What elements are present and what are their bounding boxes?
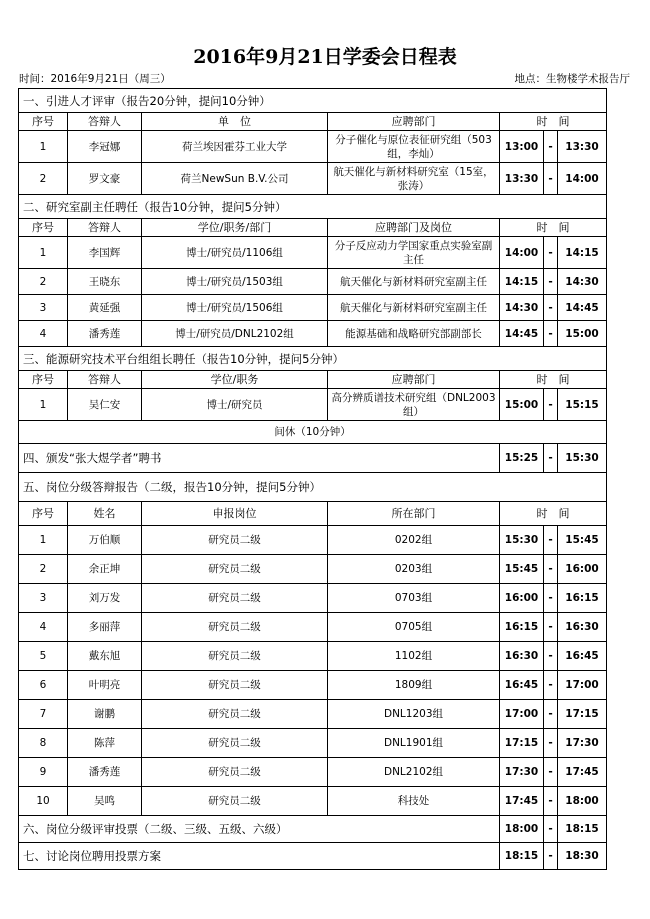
time-dash: -	[544, 389, 558, 421]
end-time: 16:00	[558, 555, 607, 584]
row-number: 9	[19, 758, 68, 787]
unit-cell: 博士/研究员/1503组	[142, 269, 328, 295]
row-number: 8	[19, 729, 68, 758]
table-row	[19, 787, 607, 816]
section-title: 六、岗位分级评审投票（二级、三级、五级、六级）	[19, 816, 500, 843]
end-time: 15:45	[558, 526, 607, 555]
section-title-row	[19, 347, 607, 371]
table-row	[19, 295, 607, 321]
post-cell: 研究员二级	[142, 613, 328, 642]
time-header: 时 间	[500, 113, 607, 131]
department-cell: 航天催化与新材料研究室副主任	[328, 295, 500, 321]
department-cell: DNL1901组	[328, 729, 500, 758]
start-time: 16:30	[500, 642, 544, 671]
column-header: 所在部门	[328, 502, 500, 526]
post-cell: 研究员二级	[142, 671, 328, 700]
row-number: 2	[19, 555, 68, 584]
time-dash: -	[544, 526, 558, 555]
row-number: 4	[19, 321, 68, 347]
time-header: 时 间	[500, 502, 607, 526]
time-dash: -	[544, 237, 558, 269]
end-time: 16:15	[558, 584, 607, 613]
department-cell: 分子催化与原位表征研究组（503组，李灿）	[328, 131, 500, 163]
time-dash: -	[544, 131, 558, 163]
time-dash: -	[544, 787, 558, 816]
post-cell: 研究员二级	[142, 526, 328, 555]
start-time: 15:45	[500, 555, 544, 584]
person-name: 李冠娜	[68, 131, 142, 163]
post-cell: 研究员二级	[142, 758, 328, 787]
unit-cell: 荷兰埃因霍芬工业大学	[142, 131, 328, 163]
start-time: 17:15	[500, 729, 544, 758]
department-cell: 0202组	[328, 526, 500, 555]
department-cell: 1809组	[328, 671, 500, 700]
time-dash: -	[544, 843, 558, 870]
table-row	[19, 584, 607, 613]
end-time: 17:45	[558, 758, 607, 787]
table-row	[19, 729, 607, 758]
time-dash: -	[544, 163, 558, 195]
table-row	[19, 269, 607, 295]
department-cell: 航天催化与新材料研究室（15室，张涛）	[328, 163, 500, 195]
section-title-row	[19, 195, 607, 219]
column-header: 序号	[19, 371, 68, 389]
break-label: 间休（10分钟）	[19, 421, 607, 444]
start-time: 16:15	[500, 613, 544, 642]
end-time: 16:45	[558, 642, 607, 671]
person-name: 陈萍	[68, 729, 142, 758]
end-time: 18:30	[558, 843, 607, 870]
header-row	[19, 219, 607, 237]
end-time: 14:45	[558, 295, 607, 321]
table-row	[19, 321, 607, 347]
table-row	[19, 555, 607, 584]
section-title-row	[19, 816, 607, 843]
department-cell: 0203组	[328, 555, 500, 584]
row-number: 3	[19, 584, 68, 613]
time-dash: -	[544, 295, 558, 321]
section-title: 一、引进人才评审（报告20分钟，提问10分钟）	[19, 89, 607, 113]
column-header: 序号	[19, 113, 68, 131]
person-name: 余正坤	[68, 555, 142, 584]
time-header: 时 间	[500, 219, 607, 237]
meeting-time: 时间：2016年9月21日（周三）	[19, 73, 171, 85]
department-cell: 高分辨质谱技术研究组（DNL2003组）	[328, 389, 500, 421]
end-time: 15:30	[558, 444, 607, 473]
row-number: 1	[19, 389, 68, 421]
start-time: 16:00	[500, 584, 544, 613]
end-time: 14:15	[558, 237, 607, 269]
department-cell: DNL1203组	[328, 700, 500, 729]
column-header: 应聘部门	[328, 371, 500, 389]
section-title: 三、能源研究技术平台组组长聘任（报告10分钟，提问5分钟）	[19, 347, 607, 371]
person-name: 潘秀莲	[68, 758, 142, 787]
department-cell: 1102组	[328, 642, 500, 671]
row-number: 2	[19, 163, 68, 195]
section-title: 四、颁发“张大煜学者”聘书	[19, 444, 500, 473]
end-time: 17:30	[558, 729, 607, 758]
row-number: 6	[19, 671, 68, 700]
start-time: 18:00	[500, 816, 544, 843]
start-time: 14:45	[500, 321, 544, 347]
time-dash: -	[544, 700, 558, 729]
start-time: 17:00	[500, 700, 544, 729]
column-header: 答辩人	[68, 219, 142, 237]
end-time: 15:00	[558, 321, 607, 347]
start-time: 13:00	[500, 131, 544, 163]
person-name: 多丽萍	[68, 613, 142, 642]
person-name: 黄延强	[68, 295, 142, 321]
section-title: 五、岗位分级答辩报告（二级，报告10分钟，提问5分钟）	[19, 473, 607, 502]
end-time: 18:15	[558, 816, 607, 843]
unit-cell: 博士/研究员	[142, 389, 328, 421]
start-time: 17:30	[500, 758, 544, 787]
person-name: 罗文豪	[68, 163, 142, 195]
person-name: 戴东旭	[68, 642, 142, 671]
department-cell: DNL2102组	[328, 758, 500, 787]
table-row	[19, 613, 607, 642]
post-cell: 研究员二级	[142, 555, 328, 584]
schedule-table	[18, 88, 607, 870]
schedule-body	[19, 89, 607, 870]
start-time: 14:00	[500, 237, 544, 269]
department-cell: 科技处	[328, 787, 500, 816]
table-row	[19, 758, 607, 787]
time-dash: -	[544, 269, 558, 295]
column-header: 学位/职务	[142, 371, 328, 389]
row-number: 7	[19, 700, 68, 729]
column-header: 应聘部门及岗位	[328, 219, 500, 237]
end-time: 15:15	[558, 389, 607, 421]
person-name: 王晓东	[68, 269, 142, 295]
post-cell: 研究员二级	[142, 729, 328, 758]
unit-cell: 博士/研究员/1106组	[142, 237, 328, 269]
start-time: 13:30	[500, 163, 544, 195]
section-title-row	[19, 444, 607, 473]
break-row	[19, 421, 607, 444]
row-number: 1	[19, 131, 68, 163]
row-number: 10	[19, 787, 68, 816]
person-name: 潘秀莲	[68, 321, 142, 347]
column-header: 序号	[19, 219, 68, 237]
column-header: 答辩人	[68, 113, 142, 131]
time-dash: -	[544, 444, 558, 473]
department-cell: 0705组	[328, 613, 500, 642]
row-number: 2	[19, 269, 68, 295]
end-time: 16:30	[558, 613, 607, 642]
header-row	[19, 371, 607, 389]
person-name: 谢鹏	[68, 700, 142, 729]
section-title-row	[19, 473, 607, 502]
time-header: 时 间	[500, 371, 607, 389]
section-title: 二、研究室副主任聘任（报告10分钟，提问5分钟）	[19, 195, 607, 219]
start-time: 15:30	[500, 526, 544, 555]
time-dash: -	[544, 816, 558, 843]
table-row	[19, 642, 607, 671]
post-cell: 研究员二级	[142, 584, 328, 613]
table-row	[19, 389, 607, 421]
person-name: 吴仁安	[68, 389, 142, 421]
start-time: 15:00	[500, 389, 544, 421]
department-cell: 分子反应动力学国家重点实验室副主任	[328, 237, 500, 269]
start-time: 14:15	[500, 269, 544, 295]
time-dash: -	[544, 584, 558, 613]
time-dash: -	[544, 671, 558, 700]
post-cell: 研究员二级	[142, 642, 328, 671]
header-row	[19, 502, 607, 526]
end-time: 14:00	[558, 163, 607, 195]
start-time: 18:15	[500, 843, 544, 870]
end-time: 17:00	[558, 671, 607, 700]
post-cell: 研究员二级	[142, 700, 328, 729]
column-header: 单 位	[142, 113, 328, 131]
time-dash: -	[544, 642, 558, 671]
time-dash: -	[544, 555, 558, 584]
time-dash: -	[544, 729, 558, 758]
column-header: 学位/职务/部门	[142, 219, 328, 237]
time-dash: -	[544, 613, 558, 642]
row-number: 1	[19, 526, 68, 555]
person-name: 李国辉	[68, 237, 142, 269]
row-number: 5	[19, 642, 68, 671]
end-time: 13:30	[558, 131, 607, 163]
start-time: 15:25	[500, 444, 544, 473]
column-header: 申报岗位	[142, 502, 328, 526]
table-row	[19, 671, 607, 700]
time-dash: -	[544, 758, 558, 787]
department-cell: 航天催化与新材料研究室副主任	[328, 269, 500, 295]
person-name: 吴鸣	[68, 787, 142, 816]
person-name: 万伯顺	[68, 526, 142, 555]
column-header: 姓名	[68, 502, 142, 526]
header-row	[19, 113, 607, 131]
end-time: 17:15	[558, 700, 607, 729]
unit-cell: 荷兰NewSun B.V.公司	[142, 163, 328, 195]
row-number: 3	[19, 295, 68, 321]
column-header: 序号	[19, 502, 68, 526]
unit-cell: 博士/研究员/1506组	[142, 295, 328, 321]
table-row	[19, 163, 607, 195]
column-header: 答辩人	[68, 371, 142, 389]
table-row	[19, 237, 607, 269]
section-title-row	[19, 89, 607, 113]
person-name: 刘万发	[68, 584, 142, 613]
table-row	[19, 131, 607, 163]
table-row	[19, 526, 607, 555]
start-time: 14:30	[500, 295, 544, 321]
time-dash: -	[544, 321, 558, 347]
end-time: 14:30	[558, 269, 607, 295]
person-name: 叶明亮	[68, 671, 142, 700]
row-number: 1	[19, 237, 68, 269]
row-number: 4	[19, 613, 68, 642]
end-time: 18:00	[558, 787, 607, 816]
post-cell: 研究员二级	[142, 787, 328, 816]
department-cell: 能源基础和战略研究部副部长	[328, 321, 500, 347]
meeting-location: 地点：生物楼学术报告厅	[514, 73, 630, 85]
section-title-row	[19, 843, 607, 870]
table-row	[19, 700, 607, 729]
unit-cell: 博士/研究员/DNL2102组	[142, 321, 328, 347]
column-header: 应聘部门	[328, 113, 500, 131]
start-time: 17:45	[500, 787, 544, 816]
start-time: 16:45	[500, 671, 544, 700]
page-title: 2016年9月21日学委会日程表	[193, 46, 457, 68]
department-cell: 0703组	[328, 584, 500, 613]
section-title: 七、讨论岗位聘用投票方案	[19, 843, 500, 870]
